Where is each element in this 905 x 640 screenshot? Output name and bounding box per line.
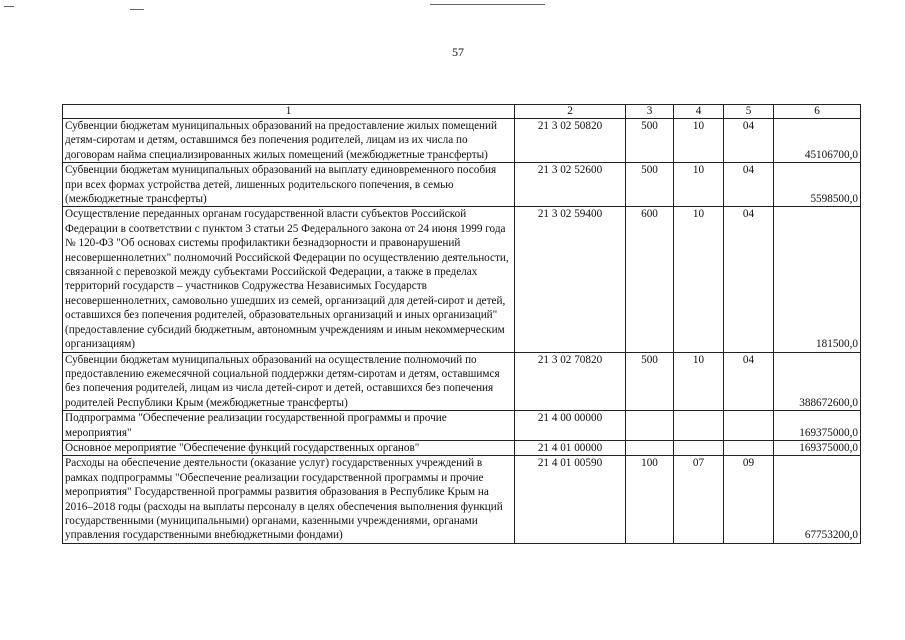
subsection-cell: 04 <box>724 163 774 207</box>
section-cell: 10 <box>674 352 724 411</box>
section-cell: 10 <box>674 163 724 207</box>
expense-name-cell: Осуществление переданных органам государственной власти субъектов Российской Федерации в соответствии с пунктом 3 статьи 25 Федерального закона от 24 июня 1999 года № 120-ФЗ "Об основах системы профилактики безнадзорности и правонарушений несовершеннолетних" полномочий Российской Федерации по осуществлению деятельности, связанной с перевозкой между субъектами Российской Федерации, а также в пределах территорий государств – участников Содружества Независимых Государств несовершеннолетних, самовольно ушедших из семей, организаций для детей-сирот и детей, оставшихся без попечения родителей, образовательных организаций и иных организаций" (предоставление субсидий бюджетным, автономным учреждениям и иным некоммерческим организациям) <box>63 207 515 352</box>
amount-cell: 388672600,0 <box>774 352 861 411</box>
table-row <box>63 163 861 207</box>
scan-mark <box>130 9 144 10</box>
scan-mark <box>4 6 14 7</box>
header-cell: 3 <box>626 105 674 119</box>
target-article-cell: 21 3 02 52600 <box>515 163 626 207</box>
target-article-cell: 21 4 00 00000 <box>515 411 626 441</box>
target-article-cell: 21 3 02 50820 <box>515 119 626 163</box>
section-cell <box>674 440 724 455</box>
budget-table <box>62 104 861 544</box>
table-row <box>63 440 861 455</box>
expense-type-cell: 100 <box>626 456 674 543</box>
subsection-cell <box>724 411 774 441</box>
expense-type-cell: 500 <box>626 352 674 411</box>
page-number: 57 <box>452 45 464 59</box>
table-header-row <box>63 105 861 119</box>
section-cell: 10 <box>674 119 724 163</box>
target-article-cell: 21 3 02 70820 <box>515 352 626 411</box>
expense-name-cell: Основное мероприятие "Обеспечение функций государственных органов" <box>63 440 515 455</box>
scan-mark <box>430 4 545 5</box>
table-row <box>63 352 861 411</box>
expense-name-cell: Субвенции бюджетам муниципальных образований на выплату единовременного пособия при всех формах устройства детей, лишенных родительского попечения, в семью (межбюджетные трансферты) <box>63 163 515 207</box>
header-cell: 6 <box>774 105 861 119</box>
expense-name-cell: Субвенции бюджетам муниципальных образований на осуществление полномочий по предоставлению ежемесячной социальной поддержки детям-сиротам и детям, оставшимся без попечения родителей, лицам из числа детей-сирот и детей, оставшихся без попечения родителей Республики Крым (межбюджетные трансферты) <box>63 352 515 411</box>
subsection-cell: 04 <box>724 119 774 163</box>
header-cell: 1 <box>63 105 515 119</box>
header-cell: 4 <box>674 105 724 119</box>
target-article-cell: 21 4 01 00590 <box>515 456 626 543</box>
amount-cell: 181500,0 <box>774 207 861 352</box>
expense-type-cell: 500 <box>626 163 674 207</box>
section-cell: 07 <box>674 456 724 543</box>
expense-type-cell: 500 <box>626 119 674 163</box>
expense-name-cell: Расходы на обеспечение деятельности (оказание услуг) государственных учреждений в рамках подпрограммы "Обеспечение реализации государственной программы и прочие мероприятия" Государственной программы развития образования в Республике Крым на 2016–2018 годы (расходы на выплаты персоналу в целях обеспечения выполнения функций государственными (муниципальными) органами, казенными учреждениями, органами управления государственными внебюджетными фондами) <box>63 456 515 543</box>
header-cell: 2 <box>515 105 626 119</box>
amount-cell: 45106700,0 <box>774 119 861 163</box>
subsection-cell: 09 <box>724 456 774 543</box>
table-row <box>63 456 861 543</box>
target-article-cell: 21 4 01 00000 <box>515 440 626 455</box>
expense-name-cell: Подпрограмма "Обеспечение реализации государственной программы и прочие мероприятия" <box>63 411 515 441</box>
target-article-cell: 21 3 02 59400 <box>515 207 626 352</box>
expense-type-cell: 600 <box>626 207 674 352</box>
subsection-cell <box>724 440 774 455</box>
subsection-cell: 04 <box>724 207 774 352</box>
section-cell: 10 <box>674 207 724 352</box>
expense-name-cell: Субвенции бюджетам муниципальных образований на предоставление жилых помещений детям-сиротам и детям, оставшимся без попечения родителей, лицам из их числа по договорам найма специализированных жилых помещений (межбюджетные трансферты) <box>63 119 515 163</box>
table-row <box>63 411 861 441</box>
amount-cell: 169375000,0 <box>774 440 861 455</box>
subsection-cell: 04 <box>724 352 774 411</box>
section-cell <box>674 411 724 441</box>
table-row <box>63 119 861 163</box>
table-row <box>63 207 861 352</box>
amount-cell: 67753200,0 <box>774 456 861 543</box>
expense-type-cell <box>626 411 674 441</box>
amount-cell: 5598500,0 <box>774 163 861 207</box>
expense-type-cell <box>626 440 674 455</box>
header-cell: 5 <box>724 105 774 119</box>
amount-cell: 169375000,0 <box>774 411 861 441</box>
